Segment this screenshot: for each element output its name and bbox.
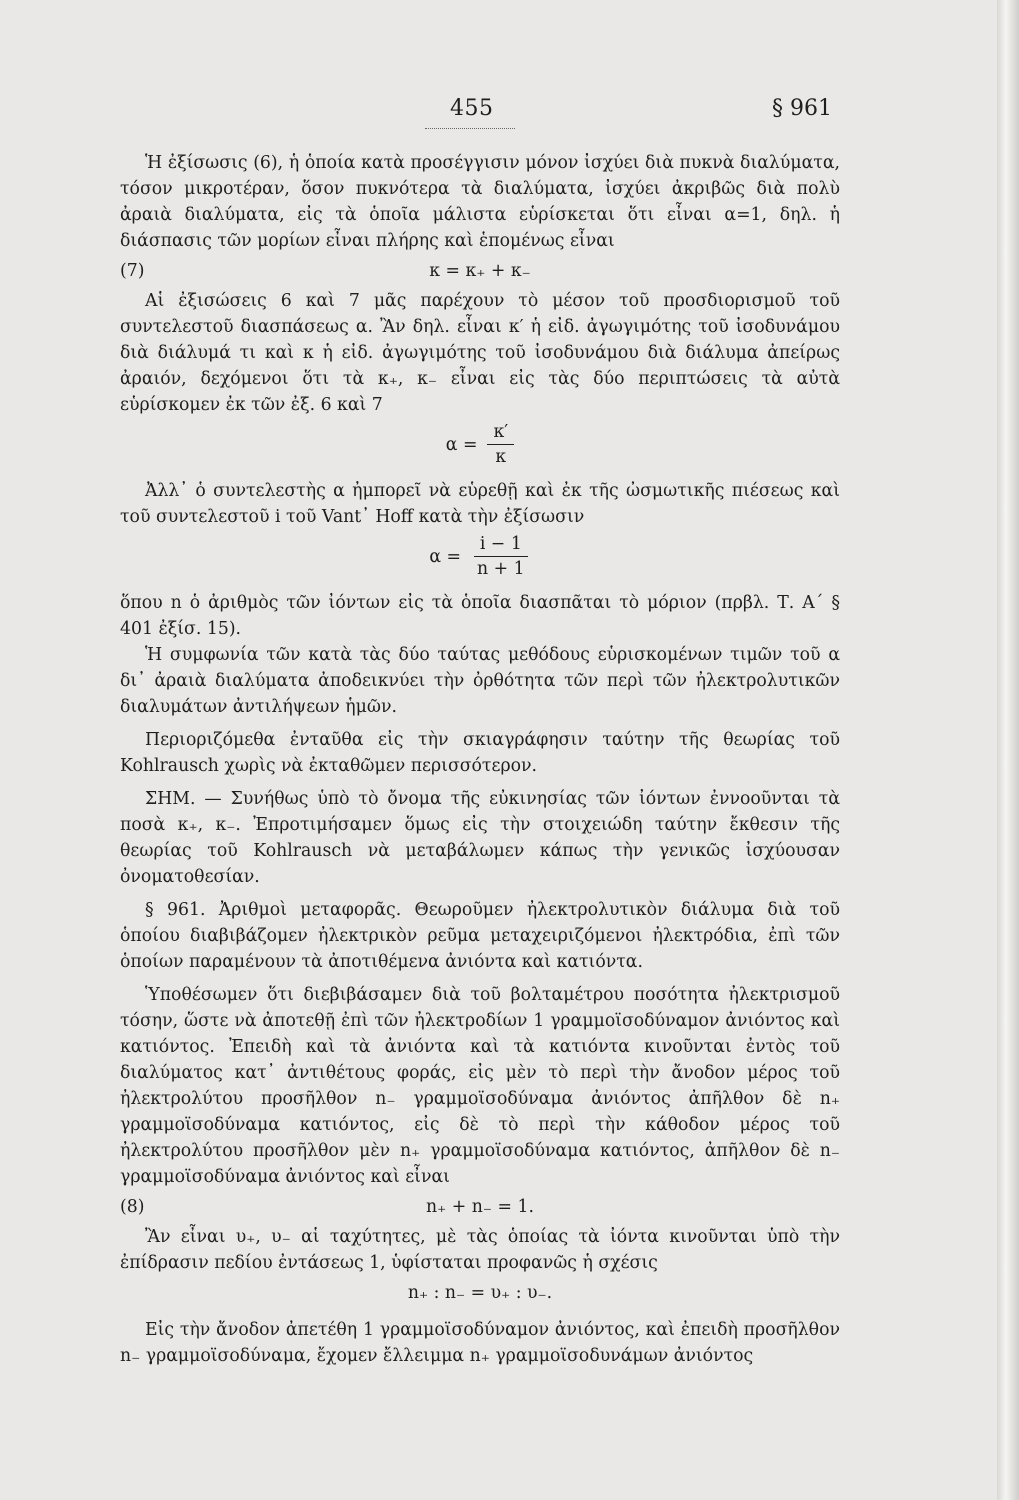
paragraph-2: Αἱ ἐξισώσεις 6 καὶ 7 μᾶς παρέχουν τὸ μέσον τοῦ προσδιορισμοῦ τοῦ συντελεστοῦ διασπάσεως α. Ἂν δηλ. εἶναι κ′ ἡ εἰδ. ἀγωγιμότης τοῦ ἰσοδυνάμου διὰ διάλυμά τι καὶ κ ἡ εἰδ. ἀγωγιμότης τοῦ ἰσοδυνάμου διὰ διάλυμα ἀπείρως ἀραιόν, δεχόμενοι ὅτι τὰ κ₊, κ₋ εἶναι εἰς τὰς δύο περιπτώσεις τὰ αὐτὰ εὑρίσκομεν ἐκ τῶν ἐξ. 6 καὶ 7 bbox=[120, 291, 840, 415]
paragraph-10: Ἂν εἶναι υ₊, υ₋ αἱ ταχύτητες, μὲ τὰς ὁποίας τὰ ἰόντα κινοῦνται ὑπὸ τὴν ἐπίδρασιν πεδίου ἐντάσεως 1, ὑφίσταται προφανῶς ἡ σχέσις bbox=[120, 1227, 840, 1273]
equation-7-number: (7) bbox=[120, 261, 145, 281]
equation-alpha-numerator: κ′ bbox=[487, 420, 514, 445]
equation-velocity-ratio-body: n₊ : n₋ = υ₊ : υ₋. bbox=[407, 1283, 553, 1303]
equation-8 bbox=[120, 1190, 840, 1224]
paragraph-9: Ὑποθέσωμεν ὅτι διεβιβάσαμεν διὰ τοῦ βολταμέτρου ποσότητα ἠλεκτρισμοῦ τόσην, ὥστε νὰ ἀποτεθῇ ἐπὶ τῶν ἠλεκτροδίων 1 γραμμοϊσοδύναμον ἀνιόντος καὶ κατιόντος. Ἐπειδὴ καὶ τὰ ἀνιόντα καὶ τὰ κατιόντα κινοῦνται ἐντὸς τοῦ διαλύματος κατ᾽ ἀντιθέτους φοράς, εἰς μὲν τὸ περὶ τὴν ἄνοδον μέρος τοῦ ἠλεκτρολύτου προσῆλθον n₋ γραμμοϊσοδύναμα ἀνιόντος ἀπῆλθον δὲ n₊ γραμμοϊσοδύναμα κατιόντος, εἰς δὲ τὸ περὶ τὴν κάθοδον μέρος τοῦ ἠλεκτρολύτου προσῆλθον μὲν n₊ γραμμοϊσοδύναμα κατιόντος, ἀπῆλθον δὲ n₋ γραμμοϊσοδύναμα ἀνιόντος καὶ εἶναι bbox=[120, 985, 840, 1187]
paragraph-8-section-961: § 961. Ἀριθμοὶ μεταφορᾶς. Θεωροῦμεν ἠλεκτρολυτικὸν διάλυμα διὰ τοῦ ὁποίου διαβιβάζομεν ἠλεκτρικὸν ρεῦμα μεταχειριζόμενοι ἠλεκτρόδια, ἐπὶ τῶν ὁποίων παραμένουν τὰ ἀποτιθέμενα ἀνιόντα καὶ κατιόντα. bbox=[120, 900, 840, 972]
paragraph-11: Εἰς τὴν ἄνοδον ἀπετέθη 1 γραμμοϊσοδύναμον ἀνιόντος, καὶ ἐπειδὴ προσῆλθον n₋ γραμμοϊσοδύναμα, ἔχομεν ἔλλειμμα n₊ γραμμοϊσοδυνάμων ἀνιόντος bbox=[120, 1320, 840, 1366]
running-section: § 961 bbox=[772, 96, 832, 121]
equation-vanthoff-numerator: i − 1 bbox=[474, 532, 528, 557]
equation-alpha-lhs: α = bbox=[445, 434, 478, 455]
equation-alpha-vanthoff bbox=[120, 530, 840, 590]
equation-velocity-ratio bbox=[120, 1276, 840, 1310]
paragraph-1: Ἡ ἐξίσωσις (6), ἡ ὁποία κατὰ προσέγγισιν μόνον ἰσχύει διὰ πυκνὰ διαλύματα, τόσον μικροτέραν, ὅσον πυκνότερα τὰ διαλύματα, ἰσχύει ἀκριβῶς διὰ πολὺ ἀραιὰ διαλύματα, εἰς τὰ ὁποῖα μάλιστα εὑρίσκεται ὅτι εἶναι α=1, δηλ. ἡ διάσπασις τῶν μορίων εἶναι πλήρης καὶ ἑπομένως εἶναι bbox=[120, 153, 840, 251]
equation-7 bbox=[120, 254, 840, 288]
paragraph-3: Ἀλλ᾽ ὁ συντελεστὴς α ἠμπορεῖ νὰ εὑρεθῇ καὶ ἐκ τῆς ὠσμωτικῆς πιέσεως καὶ τοῦ συντελεστοῦ i τοῦ Vant᾽ Hoff κατὰ τὴν ἐξίσωσιν bbox=[120, 481, 840, 527]
paragraph-4: ὅπου n ὁ ἀριθμὸς τῶν ἰόντων εἰς τὰ ὁποῖα διασπᾶται τὸ μόριον (πρβλ. Τ. Α΄ § 401 ἐξίσ. 15). bbox=[120, 593, 840, 639]
page-number: 455 bbox=[450, 96, 494, 121]
paragraph-6: Περιοριζόμεθα ἐνταῦθα εἰς τὴν σκιαγράφησιν ταύτην τῆς θεωρίας τοῦ Kohlrausch χωρὶς νὰ ἐκταθῶμεν περισσότερον. bbox=[120, 730, 840, 776]
equation-alpha-conductivity bbox=[120, 418, 840, 478]
paragraph-5: Ἡ συμφωνία τῶν κατὰ τὰς δύο ταύτας μεθόδους εὑρισκομένων τιμῶν τοῦ α δι᾽ ἀραιὰ διαλύματα ἀποδεικνύει τὴν ὀρθότητα τῶν περὶ τῶν ἠλεκτρολυτικῶν διαλυμάτων ἀντιλήψεων ἡμῶν. bbox=[120, 645, 840, 717]
body-text bbox=[120, 150, 840, 1369]
paragraph-7-note: ΣΗΜ. — Συνήθως ὑπὸ τὸ ὄνομα τῆς εὐκινησίας τῶν ἰόντων ἐννοοῦνται τὰ ποσὰ κ₊, κ₋. Ἐπροτιμήσαμεν ὅμως εἰς τὴν στοιχειώδη ταύτην ἔκθεσιν τῆς θεωρίας τοῦ Kohlrausch νὰ μεταβάλωμεν κάπως τὴν γενικῶς ἰσχύουσαν ὀνοματοθεσίαν. bbox=[120, 789, 840, 887]
equation-8-number: (8) bbox=[120, 1197, 145, 1217]
equation-vanthoff-lhs: α = bbox=[429, 546, 462, 567]
equation-alpha-denominator: κ bbox=[495, 447, 507, 467]
equation-7-body: κ = κ₊ + κ₋ bbox=[429, 261, 531, 281]
page-edge bbox=[997, 0, 1019, 1500]
page-number-rule bbox=[425, 128, 515, 129]
equation-8-body: n₊ + n₋ = 1. bbox=[426, 1197, 534, 1217]
equation-vanthoff-denominator: n + 1 bbox=[477, 559, 525, 579]
